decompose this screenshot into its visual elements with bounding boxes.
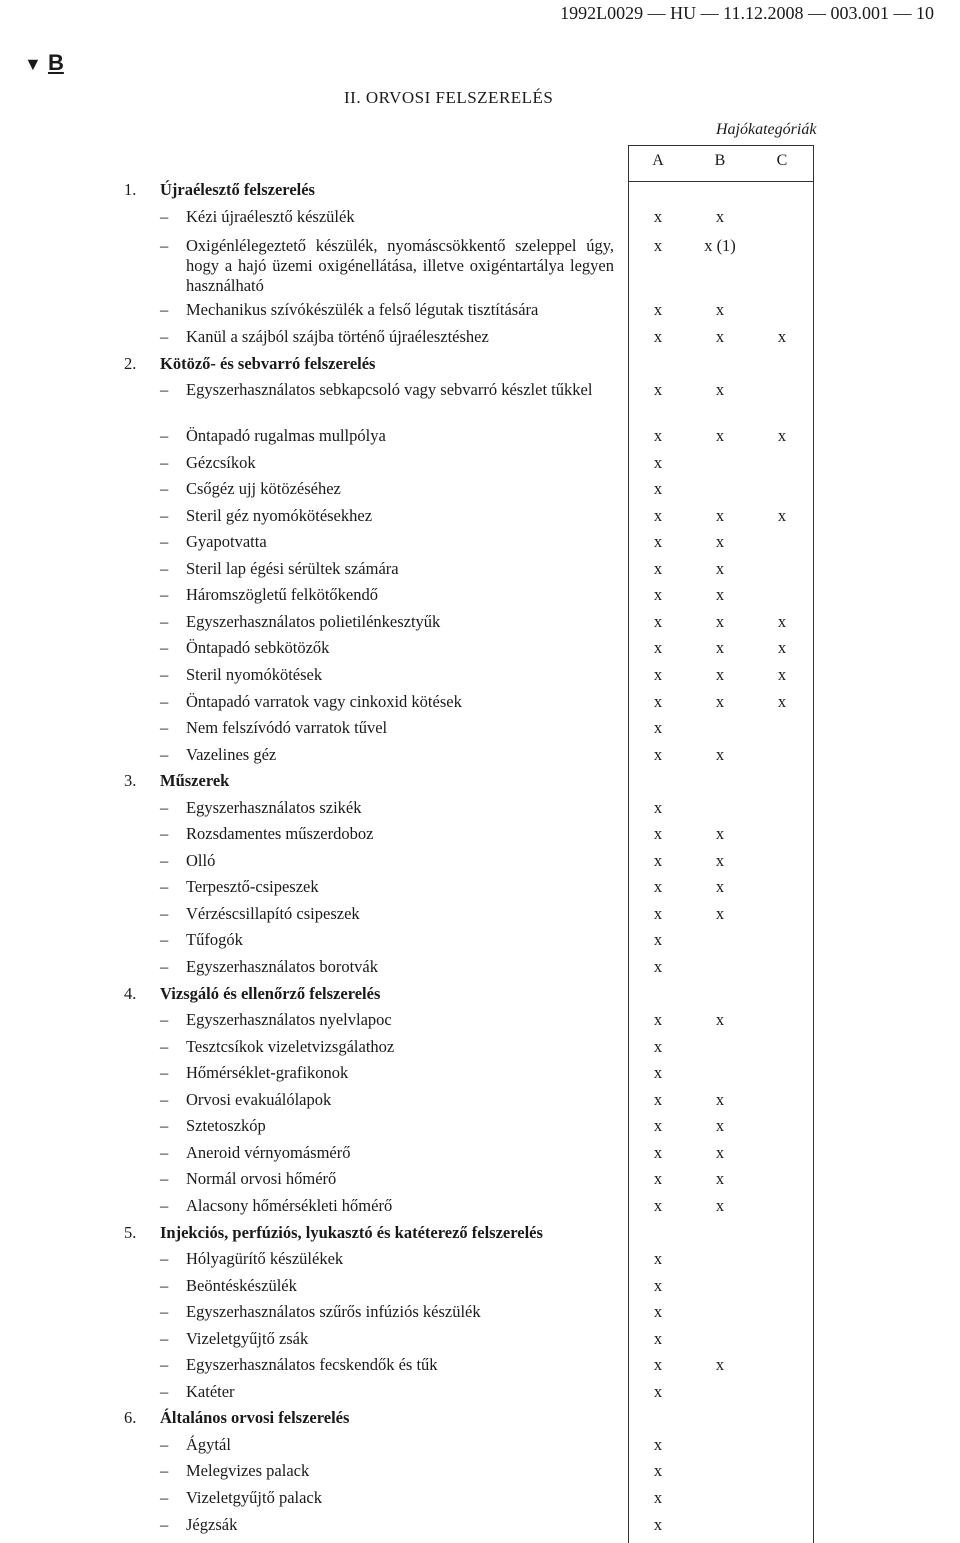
category-a-mark: x (653, 638, 663, 657)
category-a-mark: x (653, 236, 663, 255)
dash-bullet: – (160, 718, 169, 737)
item-label: Aneroid vérnyomásmérő (186, 1143, 351, 1162)
category-a-mark: x (653, 798, 663, 817)
dash-bullet: – (160, 1037, 169, 1056)
dash-bullet: – (160, 236, 169, 255)
dash-bullet: – (160, 1143, 169, 1162)
category-b-mark: x (715, 1010, 725, 1029)
item-label: Olló (186, 851, 216, 870)
triangle-down-icon: ▼ (24, 54, 42, 74)
item-label: Steril nyomókötések (186, 665, 323, 684)
dash-bullet: – (160, 327, 169, 346)
category-b-mark: x (715, 585, 725, 604)
item-label: Egyszerhasználatos sebkapcsoló vagy sebvarró készlet tűkkel (186, 380, 593, 399)
item-label: Egyszerhasználatos nyelvlapoc (186, 1010, 392, 1029)
item-label: Egyszerhasználatos szűrős infúziós készülék (186, 1302, 481, 1321)
column-header-b: B (714, 152, 726, 169)
category-b-mark: x (715, 327, 725, 346)
section-heading: Vizsgáló és ellenőrző felszerelés (160, 984, 381, 1003)
category-a-mark: x (653, 1276, 663, 1295)
category-title: Hajókategóriák (716, 121, 817, 138)
category-a-mark: x (653, 665, 663, 684)
item-label: Egyszerhasználatos borotvák (186, 957, 378, 976)
category-a-mark: x (653, 692, 663, 711)
dash-bullet: – (160, 851, 169, 870)
category-a-mark: x (653, 1063, 663, 1082)
item-label: Egyszerhasználatos polietilénkesztyűk (186, 612, 441, 631)
item-label: Háromszögletű felkötőkendő (186, 585, 378, 604)
dash-bullet: – (160, 877, 169, 896)
item-label: Jégzsák (186, 1515, 238, 1534)
item-label: Öntapadó sebkötözők (186, 638, 330, 657)
category-b-mark: x (715, 1143, 725, 1162)
dash-bullet: – (160, 798, 169, 817)
category-b-mark: x (715, 638, 725, 657)
dash-bullet: – (160, 692, 169, 711)
item-label: Tűfogók (186, 930, 243, 949)
dash-bullet: – (160, 957, 169, 976)
category-c-mark: x (777, 665, 787, 684)
category-a-mark: x (653, 1461, 663, 1480)
item-label: Orvosi evakuálólapok (186, 1090, 332, 1109)
category-a-mark: x (653, 1382, 663, 1401)
category-a-mark: x (653, 207, 663, 226)
category-b-mark: x (715, 612, 725, 631)
category-a-mark: x (653, 612, 663, 631)
category-b-mark: x (715, 692, 725, 711)
section-heading: Műszerek (160, 771, 230, 790)
section-heading: Újraélesztő felszerelés (160, 180, 315, 199)
category-a-mark: x (653, 1037, 663, 1056)
category-b-mark: x (715, 532, 725, 551)
dash-bullet: – (160, 745, 169, 764)
category-a-mark: x (653, 327, 663, 346)
item-label: Katéter (186, 1382, 235, 1401)
marker-letter: B (47, 50, 64, 75)
dash-bullet: – (160, 612, 169, 631)
column-header-c: C (776, 152, 788, 169)
section-number: 2. (124, 354, 137, 373)
section-title: II. ORVOSI FELSZERELÉS (344, 88, 554, 107)
category-c-mark: x (777, 638, 787, 657)
item-label: Hólyagürítő készülékek (186, 1249, 344, 1268)
category-a-mark: x (653, 1196, 663, 1215)
dash-bullet: – (160, 1169, 169, 1188)
category-a-mark: x (653, 851, 663, 870)
item-label: Vizeletgyűjtő palack (186, 1488, 322, 1507)
category-a-mark: x (653, 1116, 663, 1135)
category-a-mark: x (653, 957, 663, 976)
dash-bullet: – (160, 585, 169, 604)
category-a-mark: x (653, 1249, 663, 1268)
section-number: 6. (124, 1408, 137, 1427)
item-label: Steril lap égési sérültek számára (186, 559, 399, 578)
section-heading: Általános orvosi felszerelés (160, 1408, 350, 1427)
item-label: Vazelines géz (186, 745, 277, 764)
dash-bullet: – (160, 1010, 169, 1029)
category-b-mark: x (715, 559, 725, 578)
dash-bullet: – (160, 638, 169, 657)
dash-bullet: – (160, 559, 169, 578)
dash-bullet: – (160, 904, 169, 923)
dash-bullet: – (160, 532, 169, 551)
dash-bullet: – (160, 1355, 169, 1374)
item-label: Mechanikus szívókészülék a felső légutak tisztítására (186, 300, 539, 319)
item-label: Egyszerhasználatos fecskendők és tűk (186, 1355, 438, 1374)
category-a-mark: x (653, 904, 663, 923)
item-label: Normál orvosi hőmérő (186, 1169, 337, 1188)
dash-bullet: – (160, 665, 169, 684)
dash-bullet: – (160, 930, 169, 949)
category-a-mark: x (653, 380, 663, 399)
dash-bullet: – (160, 1435, 169, 1454)
category-b-mark: x (1) (704, 236, 736, 255)
category-a-mark: x (653, 1010, 663, 1029)
category-a-mark: x (653, 453, 663, 472)
dash-bullet: – (160, 1488, 169, 1507)
item-label: Terpesztő-csipeszek (186, 877, 319, 896)
item-label: Alacsony hőmérsékleti hőmérő (186, 1196, 393, 1215)
category-b-mark: x (715, 300, 725, 319)
category-c-mark: x (777, 612, 787, 631)
category-b-mark: x (715, 1355, 725, 1374)
section-number: 4. (124, 984, 137, 1003)
item-label: Ágytál (186, 1435, 231, 1454)
dash-bullet: – (160, 506, 169, 525)
category-b-mark: x (715, 665, 725, 684)
category-a-mark: x (653, 745, 663, 764)
category-b-mark: x (715, 380, 725, 399)
category-a-mark: x (653, 1488, 663, 1507)
category-a-mark: x (653, 718, 663, 737)
category-b-mark: x (715, 506, 725, 525)
dash-bullet: – (160, 1329, 169, 1348)
section-heading: Injekciós, perfúziós, lyukasztó és katéterező felszerelés (160, 1223, 543, 1242)
column-header-a: A (652, 152, 664, 169)
dash-bullet: – (160, 1063, 169, 1082)
dash-bullet: – (160, 300, 169, 319)
item-label: Gyapotvatta (186, 532, 267, 551)
category-a-mark: x (653, 506, 663, 525)
dash-bullet: – (160, 207, 169, 226)
category-a-mark: x (653, 559, 663, 578)
item-label: Oxigénlélegeztető készülék, nyomáscsökkentő szeleppel úgy, hogy a hajó üzemi oxigénellátása, illetve oxigéntartálya legyen használható (186, 236, 614, 295)
column-header-rule (629, 181, 813, 182)
dash-bullet: – (160, 479, 169, 498)
amendment-marker (24, 50, 64, 77)
category-a-mark: x (653, 1143, 663, 1162)
category-b-mark: x (715, 1196, 725, 1215)
category-b-mark: x (715, 904, 725, 923)
dash-bullet: – (160, 1461, 169, 1480)
dash-bullet: – (160, 824, 169, 843)
category-b-mark: x (715, 1169, 725, 1188)
dash-bullet: – (160, 1515, 169, 1534)
category-a-mark: x (653, 479, 663, 498)
category-a-mark: x (653, 930, 663, 949)
item-label: Rozsdamentes műszerdoboz (186, 824, 374, 843)
item-label: Steril géz nyomókötésekhez (186, 506, 373, 525)
item-label: Gézcsíkok (186, 453, 256, 472)
category-c-mark: x (777, 426, 787, 445)
item-label: Öntapadó rugalmas mullpólya (186, 426, 386, 445)
category-b-mark: x (715, 745, 725, 764)
category-a-mark: x (653, 1515, 663, 1534)
category-b-mark: x (715, 207, 725, 226)
item-label: Nem felszívódó varratok tűvel (186, 718, 388, 737)
item-label: Melegvizes palack (186, 1461, 310, 1480)
item-label: Hőmérséklet-grafikonok (186, 1063, 349, 1082)
item-label: Öntapadó varratok vagy cinkoxid kötések (186, 692, 462, 711)
item-label: Beöntéskészülék (186, 1276, 297, 1295)
dash-bullet: – (160, 1276, 169, 1295)
dash-bullet: – (160, 426, 169, 445)
dash-bullet: – (160, 1249, 169, 1268)
category-a-mark: x (653, 1169, 663, 1188)
item-label: Vizeletgyűjtő zsák (186, 1329, 309, 1348)
item-label: Vérzéscsillapító csipeszek (186, 904, 360, 923)
dash-bullet: – (160, 1090, 169, 1109)
item-label: Kanül a szájból szájba történő újraélesztéshez (186, 327, 489, 346)
dash-bullet: – (160, 1116, 169, 1135)
category-b-mark: x (715, 1090, 725, 1109)
category-b-mark: x (715, 851, 725, 870)
section-heading: Kötöző- és sebvarró felszerelés (160, 354, 376, 373)
category-b-mark: x (715, 426, 725, 445)
category-a-mark: x (653, 1302, 663, 1321)
item-label: Csőgéz ujj kötözéséhez (186, 479, 341, 498)
category-a-mark: x (653, 532, 663, 551)
dash-bullet: – (160, 380, 169, 399)
category-a-mark: x (653, 824, 663, 843)
category-b-mark: x (715, 824, 725, 843)
section-number: 1. (124, 180, 137, 199)
category-a-mark: x (653, 877, 663, 896)
category-a-mark: x (653, 1435, 663, 1454)
category-a-mark: x (653, 1355, 663, 1374)
category-a-mark: x (653, 585, 663, 604)
category-c-mark: x (777, 506, 787, 525)
category-c-mark: x (777, 327, 787, 346)
category-a-mark: x (653, 300, 663, 319)
category-b-mark: x (715, 877, 725, 896)
item-label: Egyszerhasználatos szikék (186, 798, 362, 817)
dash-bullet: – (160, 1196, 169, 1215)
document-header: 1992L0029 — HU — 11.12.2008 — 003.001 — 10 (560, 3, 934, 23)
section-number: 3. (124, 771, 137, 790)
section-number: 5. (124, 1223, 137, 1242)
item-label: Sztetoszkóp (186, 1116, 266, 1135)
item-label: Tesztcsíkok vizeletvizsgálathoz (186, 1037, 395, 1056)
category-c-mark: x (777, 692, 787, 711)
category-a-mark: x (653, 1329, 663, 1348)
dash-bullet: – (160, 453, 169, 472)
dash-bullet: – (160, 1302, 169, 1321)
category-a-mark: x (653, 426, 663, 445)
item-label: Kézi újraélesztő készülék (186, 207, 355, 226)
category-b-mark: x (715, 1116, 725, 1135)
dash-bullet: – (160, 1382, 169, 1401)
category-a-mark: x (653, 1090, 663, 1109)
